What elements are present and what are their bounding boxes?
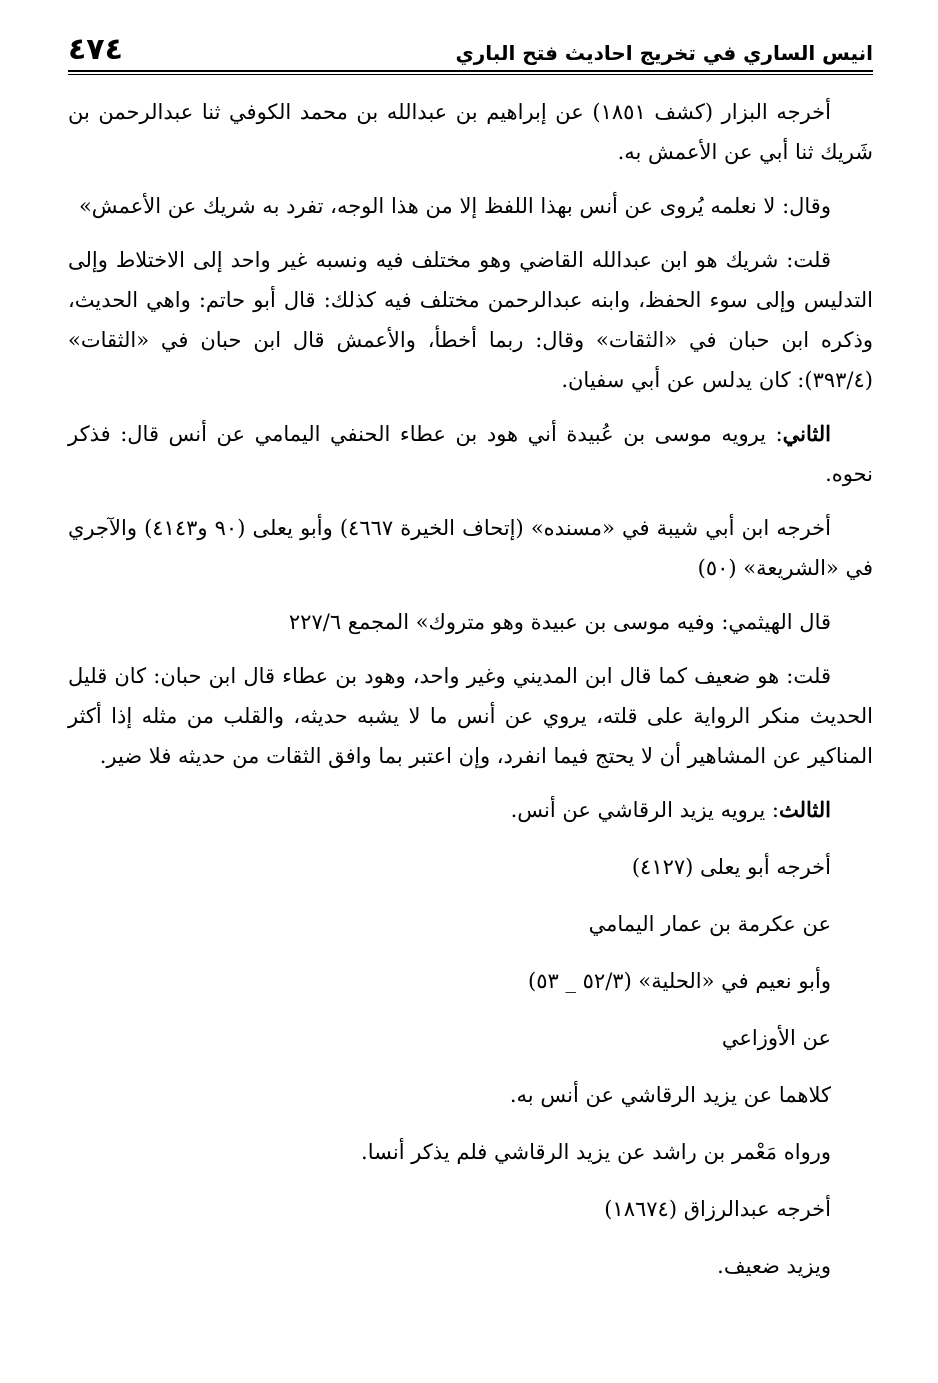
paragraph: وقال: لا نعلمه يُروى عن أنس بهذا اللفظ إلا من هذا الوجه، تفرد به شريك عن الأعمش»: [78, 194, 831, 218]
header-rule-thin: [68, 74, 873, 75]
page-header: [68, 30, 873, 68]
paragraph: أخرجه ابن أبي شيبة في «مسنده» (إتحاف الخيرة ٤٦٦٧) وأبو يعلى (٩٠ و٤١٤٣) والآجري في «الشريعة» (٥٠): [68, 516, 873, 580]
paragraph: وأبو نعيم في «الحلية» (٥٢/٣ _ ٥٣): [528, 969, 831, 993]
paragraph: الثاني: يرويه موسى بن عُبيدة أني هود بن عطاء الحنفي اليمامي عن أنس قال: فذكر نحوه.: [68, 421, 873, 486]
section-lead: الثاني: [782, 421, 831, 446]
paragraph: أخرجه عبدالرزاق (١٨٦٧٤): [604, 1197, 831, 1221]
paragraph: كلاهما عن يزيد الرقاشي عن أنس به.: [509, 1083, 831, 1107]
running-title: انيس الساري في تخريج احاديث فتح الباري: [455, 41, 873, 65]
paragraph: عن الأوزاعي: [721, 1026, 831, 1050]
paragraph: عن عكرمة بن عمار اليمامي: [588, 912, 831, 936]
paragraph: قلت: هو ضعيف كما قال ابن المديني وغير واحد، وهود بن عطاء قال ابن حبان: كان قليل الحديث منكر الرواية على قلته، يروي عن أنس ما لا يشبه حديثه، والقلب من مثله إذا أكثر المناكير عن المشاهير أن لا يحتج فيما انفرد، وإن اعتبر بما وافق الثقات من حديثه فلا ضير.: [68, 664, 873, 768]
page-number: ٤٧٤: [68, 32, 123, 67]
paragraph: ورواه مَعْمر بن راشد عن يزيد الرقاشي فلم يذكر أنسا.: [361, 1140, 831, 1164]
paragraph: أخرجه البزار (كشف ١٨٥١) عن إبراهيم بن عبدالله بن محمد الكوفي ثنا عبدالرحمن بن شَريك ثنا أبي عن الأعمش به.: [68, 100, 873, 164]
paragraph: ويزيد ضعيف.: [717, 1254, 831, 1278]
paragraph: قلت: شريك هو ابن عبدالله القاضي وهو مختلف فيه ونسبه غير واحد إلى الاختلاط وإلى التدليس وإلى سوء الحفظ، وابنه عبدالرحمن مختلف فيه كذلك: قال أبو حاتم: واهي الحديث، وذكره ابن حبان في «الثقات» وقال: ربما أخطأ، والأعمش قال ابن حبان في «الثقات» (٣٩٣/٤): كان يدلس عن أبي سفيان.: [68, 248, 873, 392]
section-lead: الثالث: [779, 797, 831, 822]
body-text: [68, 92, 873, 1286]
header-rule: [68, 70, 873, 72]
paragraph: الثالث: يرويه يزيد الرقاشي عن أنس.: [510, 797, 831, 822]
paragraph: أخرجه أبو يعلى (٤١٢٧): [631, 855, 831, 879]
paragraph: قال الهيثمي: وفيه موسى بن عبيدة وهو متروك» المجمع ٢٢٧/٦: [288, 610, 831, 634]
